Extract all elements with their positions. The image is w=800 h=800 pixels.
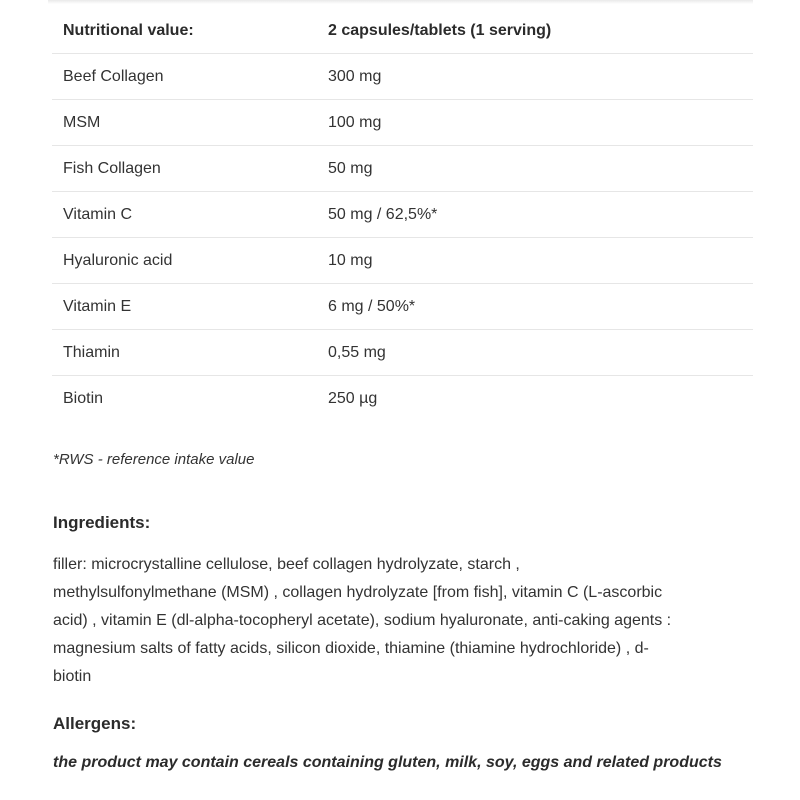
ingredients-line: filler: microcrystalline cellulose, beef collagen hydrolyzate, starch , <box>53 556 520 573</box>
ingredients-text <box>53 551 753 691</box>
table-row <box>52 100 753 146</box>
table-row <box>52 238 753 284</box>
nutrient-amount: 10 mg <box>317 238 753 284</box>
nutrient-name: Fish Collagen <box>52 146 317 192</box>
nutrient-name: Hyaluronic acid <box>52 238 317 284</box>
table-row <box>52 330 753 376</box>
table-row <box>52 54 753 100</box>
nutrient-amount: 50 mg / 62,5%* <box>317 192 753 238</box>
nutrition-table <box>52 8 753 421</box>
table-row <box>52 192 753 238</box>
nutrient-name: Thiamin <box>52 330 317 376</box>
allergens-text: the product may contain cereals containing gluten, milk, soy, eggs and related products <box>53 754 722 771</box>
nutrient-name: Vitamin E <box>52 284 317 330</box>
ingredients-line: methylsulfonylmethane (MSM) , collagen hydrolyzate [from fish], vitamin C (L-ascorbic <box>53 584 663 601</box>
header-serving: 2 capsules/tablets (1 serving) <box>317 8 753 54</box>
nutrient-name: MSM <box>52 100 317 146</box>
ingredients-line: biotin <box>53 668 92 685</box>
table-header-row <box>52 8 753 54</box>
top-divider <box>48 0 753 4</box>
nutrient-amount: 0,55 mg <box>317 330 753 376</box>
reference-intake-footnote: *RWS - reference intake value <box>53 451 255 468</box>
nutrient-amount: 100 mg <box>317 100 753 146</box>
ingredients-line: acid) , vitamin E (dl-alpha-tocopheryl acetate), sodium hyaluronate, anti-caking agents : <box>53 612 672 629</box>
nutrient-name: Vitamin C <box>52 192 317 238</box>
nutrient-name: Beef Collagen <box>52 54 317 100</box>
nutrient-amount: 6 mg / 50%* <box>317 284 753 330</box>
header-nutritional-value: Nutritional value: <box>52 8 317 54</box>
table-row <box>52 376 753 422</box>
table-row <box>52 284 753 330</box>
table-row <box>52 146 753 192</box>
allergens-heading: Allergens: <box>53 714 137 733</box>
nutrient-name: Biotin <box>63 389 104 407</box>
nutrient-amount: 250 µg <box>328 389 378 407</box>
nutrient-amount: 300 mg <box>317 54 753 100</box>
ingredients-line: magnesium salts of fatty acids, silicon dioxide, thiamine (thiamine hydrochloride) , d- <box>53 640 649 657</box>
nutrient-amount: 50 mg <box>317 146 753 192</box>
ingredients-heading: Ingredients: <box>53 513 151 532</box>
